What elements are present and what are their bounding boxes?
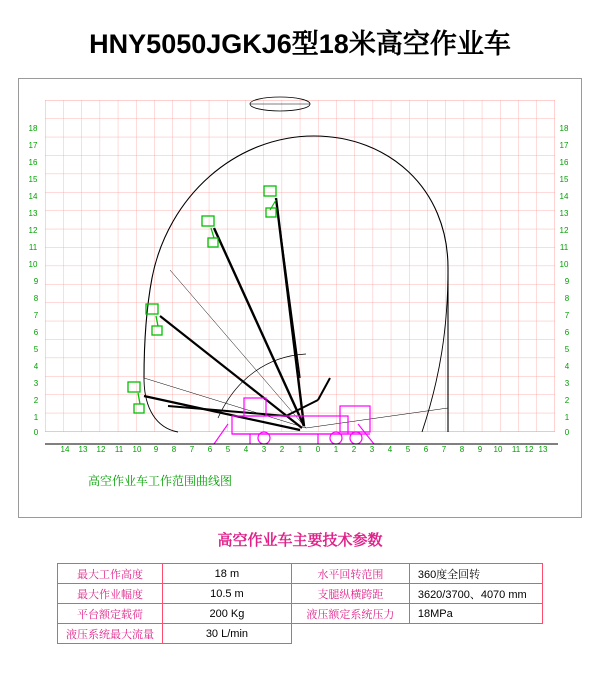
spec-key: 最大工作高度 (58, 564, 163, 584)
table-row (58, 584, 543, 604)
spec-value: 200 Kg (163, 604, 292, 624)
spec-value: 30 L/min (163, 624, 292, 644)
page-root: HNY5050JGKJ6型18米高空作业车 18 17 16 15 14 13 12 11 10 9 8 7 6 5 4 3 2 1 0 18 17 16 15 14 13 12 11 10 9 8 7 6 5 4 3 2 1 0 14 13 12 11 10 9 8 7 6 5 4 3 2 1 0 1 2 3 4 5 6 7 8 9 10 11 12 13 高空作业车工作范围曲线图 高空作业车主要技术参数 最大工作高度 18 m 水平回转范围 360度全回转 最大作业幅度 10.5 m 支腿纵横跨距 3620/3700、4070 mm 平台额定载荷 200 Kg 液压额定系统压力 18MPa 液压系统最大流量 30 L/min (0, 0, 600, 686)
page-title: HNY5050JGKJ6型18米高空作业车 (89, 29, 511, 59)
spec-key: 液压系统最大流量 (58, 624, 163, 644)
curve-caption: 高空作业车工作范围曲线图 (88, 474, 233, 488)
table-row (58, 604, 543, 624)
spec-empty-cell (409, 624, 542, 644)
spec-value: 360度全回转 (409, 564, 542, 584)
spec-value: 18 m (163, 564, 292, 584)
spec-key: 液压额定系统压力 (291, 604, 409, 624)
table-row (58, 564, 543, 584)
spec-empty-cell (291, 624, 409, 644)
spec-key: 最大作业幅度 (58, 584, 163, 604)
table-row (58, 624, 543, 644)
spec-value: 10.5 m (163, 584, 292, 604)
spec-key: 支腿纵横跨距 (291, 584, 409, 604)
working-range-grid (45, 100, 555, 432)
spec-key: 水平回转范围 (291, 564, 409, 584)
spec-value: 3620/3700、4070 mm (409, 584, 542, 604)
spec-table (57, 563, 543, 644)
spec-key: 平台额定载荷 (58, 604, 163, 624)
spec-value: 18MPa (409, 604, 542, 624)
spec-heading: 高空作业车主要技术参数 (217, 532, 383, 549)
